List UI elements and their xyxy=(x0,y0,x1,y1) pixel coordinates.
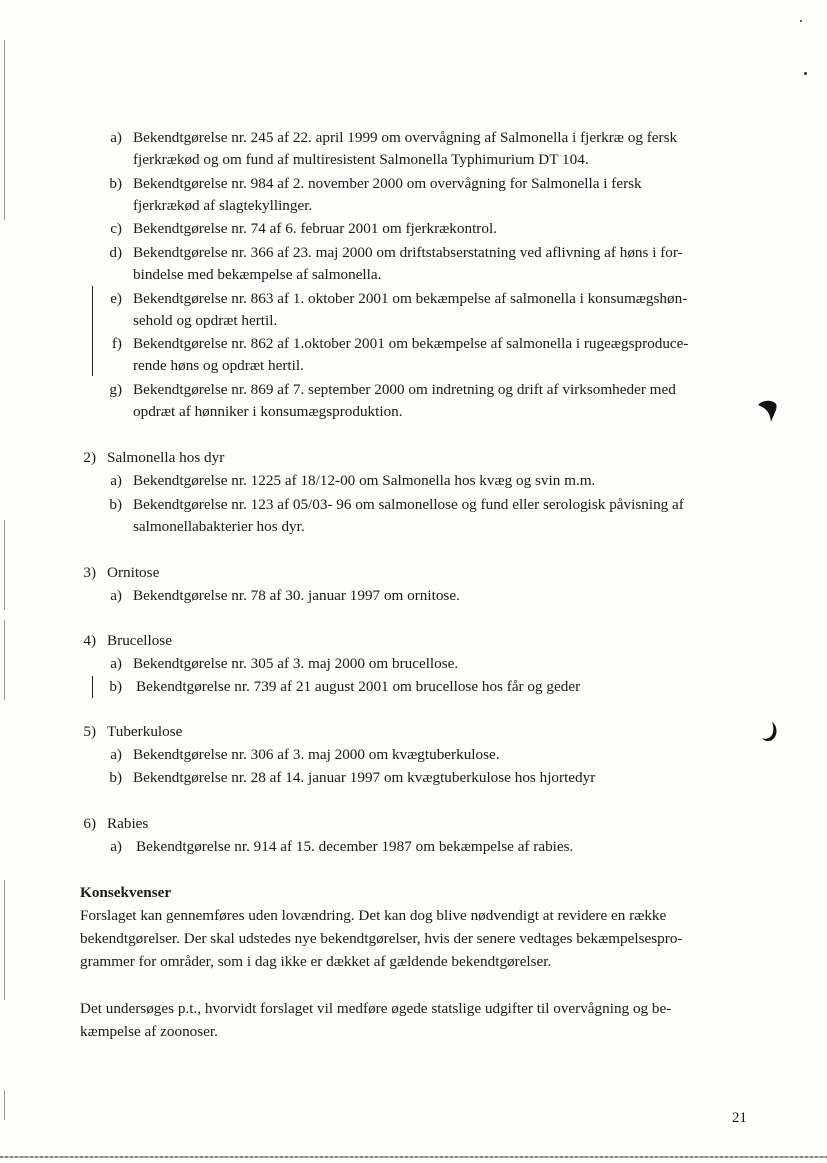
scan-edge xyxy=(4,620,5,700)
page-number: 21 xyxy=(731,1109,747,1126)
item-marker: a) xyxy=(110,587,122,604)
paragraph-line: kæmpelse af zoonoser. xyxy=(80,1023,218,1040)
item-marker: a) xyxy=(110,472,122,489)
item-marker: a) xyxy=(110,655,122,672)
paragraph-line: Det undersøges p.t., hvorvidt forslaget vil medføre øgede statslige udgifter til overvågning og be- xyxy=(80,1000,672,1017)
item-text: Bekendtgørelse nr. 306 af 3. maj 2000 om kvægtuberkulose. xyxy=(133,746,500,763)
konsekvenser-heading: Konsekvenser xyxy=(80,884,172,901)
margin-mark-icon xyxy=(760,720,782,744)
item-text: Bekendtgørelse nr. 739 af 21 august 2001 om brucellose hos får og geder xyxy=(136,678,581,695)
item-marker: a) xyxy=(110,129,122,146)
item-marker: f) xyxy=(111,335,122,352)
item-text: Bekendtgørelse nr. 869 af 7. september 2000 om indretning og drift af virksomheder med xyxy=(133,381,676,398)
section-heading: Rabies xyxy=(107,815,149,832)
item-text: Bekendtgørelse nr. 78 af 30. januar 1997 om ornitose. xyxy=(133,587,460,604)
item-text: bindelse med bekæmpelse af salmonella. xyxy=(133,266,382,283)
item-marker: b) xyxy=(109,496,122,513)
item-text: Bekendtgørelse nr. 1225 af 18/12-00 om Salmonella hos kvæg og svin m.m. xyxy=(133,472,596,489)
scan-edge xyxy=(4,40,5,220)
item-text: Bekendtgørelse nr. 123 af 05/03- 96 om salmonellose og fund eller serologisk påvisning af xyxy=(133,496,684,513)
item-marker: e) xyxy=(110,290,122,307)
item-marker: b) xyxy=(109,769,122,786)
section-number: 4) xyxy=(83,632,96,649)
item-marker: d) xyxy=(109,244,122,261)
section-heading: Tuberkulose xyxy=(107,723,183,740)
paragraph-line: bekendtgørelser. Der skal udstedes nye bekendtgørelser, hvis der senere vedtages bekæmpelsespro- xyxy=(80,930,683,947)
scan-bottom-edge xyxy=(0,1156,827,1158)
item-text: Bekendtgørelse nr. 305 af 3. maj 2000 om brucellose. xyxy=(133,655,459,672)
speck xyxy=(800,20,802,22)
item-text: Bekendtgørelse nr. 863 af 1. oktober 2001 om bekæmpelse af salmonella i konsumægshøn- xyxy=(133,290,688,307)
section-number: 6) xyxy=(83,815,96,832)
item-text: sehold og opdræt hertil. xyxy=(133,312,278,329)
margin-mark-icon xyxy=(756,398,778,424)
item-marker: b) xyxy=(109,678,122,695)
section-heading: Brucellose xyxy=(107,632,172,649)
section-number: 5) xyxy=(83,723,96,740)
item-marker: a) xyxy=(110,838,122,855)
item-marker: g) xyxy=(109,381,122,398)
item-text: salmonellabakterier hos dyr. xyxy=(133,518,305,535)
item-text: Bekendtgørelse nr. 366 af 23. maj 2000 om driftstabserstatning ved aflivning af høns i for- xyxy=(133,244,683,261)
section-number: 2) xyxy=(83,449,96,466)
item-text: fjerkrækød og om fund af multiresistent Salmonella Typhimurium DT 104. xyxy=(133,151,589,168)
item-text: Bekendtgørelse nr. 245 af 22. april 1999 om overvågning af Salmonella i fjerkræ og fersk xyxy=(133,129,678,146)
section-number: 3) xyxy=(83,564,96,581)
speck xyxy=(804,72,807,75)
item-text: rende høns og opdræt hertil. xyxy=(133,357,304,374)
item-text: opdræt af hønniker i konsumægsproduktion. xyxy=(133,403,403,420)
scan-edge xyxy=(4,880,5,1000)
item-marker: a) xyxy=(110,746,122,763)
scan-edge xyxy=(4,520,5,610)
item-marker: b) xyxy=(109,175,122,192)
item-text: Bekendtgørelse nr. 74 af 6. februar 2001 om fjerkrækontrol. xyxy=(133,220,497,237)
item-text: Bekendtgørelse nr. 28 af 14. januar 1997 om kvægtuberkulose hos hjortedyr xyxy=(133,769,596,786)
item-text: Bekendtgørelse nr. 914 af 15. december 1987 om bekæmpelse af rabies. xyxy=(136,838,574,855)
scan-edge xyxy=(4,1090,5,1120)
paragraph-line: grammer for områder, som i dag ikke er dækket af gældende bekendtgørelser. xyxy=(80,953,552,970)
section-heading: Ornitose xyxy=(107,564,160,581)
item-text: Bekendtgørelse nr. 984 af 2. november 2000 om overvågning for Salmonella i fersk xyxy=(133,175,642,192)
paragraph-line: Forslaget kan gennemføres uden lovændring. Det kan dog blive nødvendigt at revidere en række xyxy=(80,907,667,924)
item-text: Bekendtgørelse nr. 862 af 1.oktober 2001 om bekæmpelse af salmonella i rugeægsproduce- xyxy=(133,335,689,352)
section-heading: Salmonella hos dyr xyxy=(107,449,225,466)
item-marker: c) xyxy=(110,220,122,237)
item-text: fjerkrækød af slagtekyllinger. xyxy=(133,197,313,214)
